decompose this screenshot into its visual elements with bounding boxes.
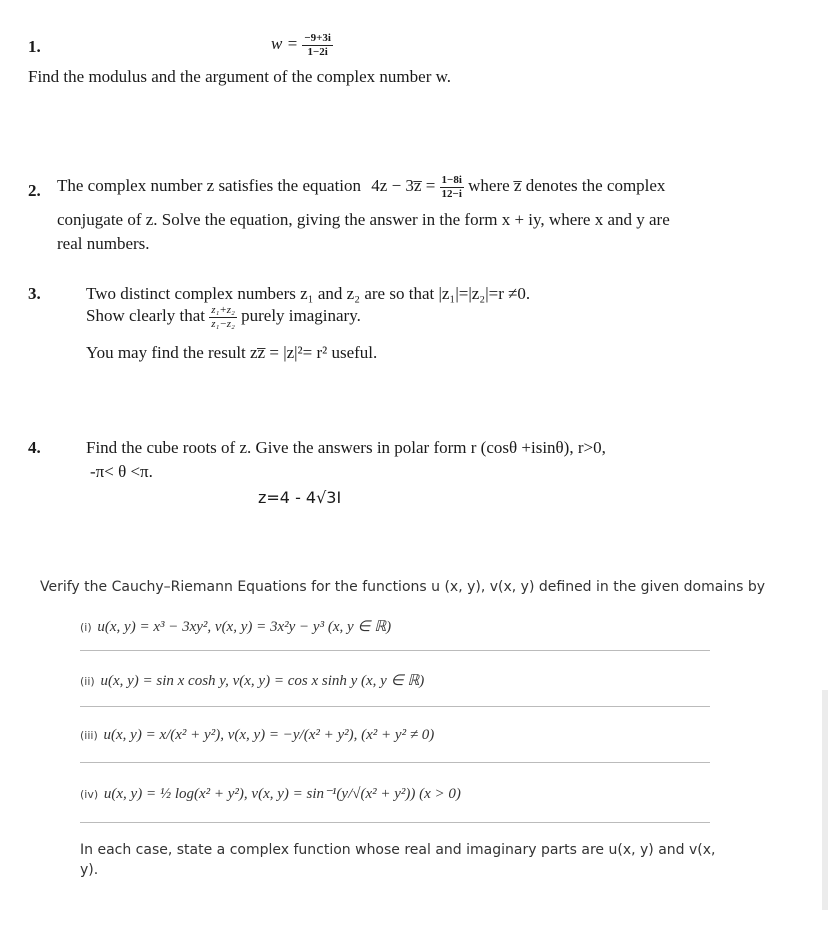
problem-3-lead: Show clearly that bbox=[86, 306, 205, 326]
problem-3-line1: Two distinct complex numbers z₁ and z₂ are so that |z₁|=|z₂|=r ≠0. bbox=[86, 284, 531, 303]
problem-3-frac-num: z₁+z₂ bbox=[211, 304, 235, 316]
cauchy-intro: Verify the Cauchy–Riemann Equations for the functions u (x, y), v(x, y) defined in the given domains by bbox=[40, 579, 765, 595]
page-edge-shadow bbox=[822, 690, 828, 910]
problem-1-equation bbox=[271, 32, 333, 58]
problem-1-frac-num: −9+3i bbox=[304, 32, 331, 44]
problem-3-tail: purely imaginary. bbox=[241, 306, 361, 326]
problem-2-fraction bbox=[440, 174, 464, 200]
problem-3-line3: You may find the result zz̅ = |z|²= r² useful. bbox=[86, 343, 378, 362]
problem-2-frac-den: 12−i bbox=[441, 187, 462, 200]
cauchy-item-expr: u(x, y) = sin x cosh y, v(x, y) = cos x sinh y (x, y ∈ ℝ) bbox=[100, 673, 425, 689]
cauchy-item-tag: (i) bbox=[80, 621, 92, 634]
problem-1-number: 1. bbox=[28, 37, 41, 56]
problem-1-lhs: w = bbox=[271, 34, 299, 54]
cauchy-outro-line2: y). bbox=[80, 862, 99, 878]
problem-2-lead: The complex number z satisfies the equation bbox=[57, 176, 362, 196]
cauchy-item-iii bbox=[80, 727, 434, 744]
cauchy-item-expr: u(x, y) = x³ − 3xy², v(x, y) = 3x²y − y³ (x, y ∈ ℝ) bbox=[97, 619, 392, 635]
problem-2-line3: real numbers. bbox=[57, 234, 150, 253]
problem-4-equation: z=4 - 4√3I bbox=[258, 488, 342, 507]
problem-2-line1 bbox=[57, 174, 665, 200]
problem-2-eq: 4z − 3z̅ = bbox=[371, 176, 436, 196]
divider bbox=[80, 706, 710, 707]
problem-4-line1: Find the cube roots of z. Give the answers in polar form r (cosθ +isinθ), r>0, bbox=[86, 438, 606, 457]
problem-4-line2: -π< θ <π. bbox=[90, 462, 153, 481]
problem-1-frac-den: 1−2i bbox=[307, 45, 328, 58]
cauchy-item-tag: (iii) bbox=[80, 729, 98, 742]
problem-2-frac-num: 1−8i bbox=[441, 174, 462, 186]
problem-1-fraction bbox=[302, 32, 333, 58]
cauchy-item-tag: (ii) bbox=[80, 675, 95, 688]
problem-3-fraction bbox=[209, 304, 237, 330]
cauchy-item-tag: (iv) bbox=[80, 788, 99, 801]
problem-3-frac-den: z₁−z₂ bbox=[211, 317, 235, 330]
cauchy-item-ii bbox=[80, 671, 424, 690]
cauchy-item-expr: u(x, y) = x/(x² + y²), v(x, y) = −y/(x² + y²), (x² + y² ≠ 0) bbox=[103, 727, 435, 743]
cauchy-item-expr: u(x, y) = ½ log(x² + y²), v(x, y) = sin⁻¹(y/√(x² + y²)) (x > 0) bbox=[103, 786, 461, 802]
problem-4-number: 4. bbox=[28, 438, 41, 457]
divider bbox=[80, 650, 710, 651]
problem-2-after: where z̅ denotes the complex bbox=[468, 176, 666, 196]
cauchy-outro-line1: In each case, state a complex function whose real and imaginary parts are u(x, y) and v(x, bbox=[80, 842, 716, 858]
problem-2-number: 2. bbox=[28, 181, 41, 200]
problem-3-line2 bbox=[86, 304, 361, 330]
divider bbox=[80, 822, 710, 823]
divider bbox=[80, 762, 710, 763]
problem-1-text: Find the modulus and the argument of the complex number w. bbox=[28, 67, 452, 86]
problem-2-line2: conjugate of z. Solve the equation, giving the answer in the form x + iy, where x and y are bbox=[57, 210, 670, 229]
cauchy-item-iv bbox=[80, 784, 461, 803]
cauchy-item-i bbox=[80, 617, 391, 636]
problem-3-number: 3. bbox=[28, 284, 41, 303]
